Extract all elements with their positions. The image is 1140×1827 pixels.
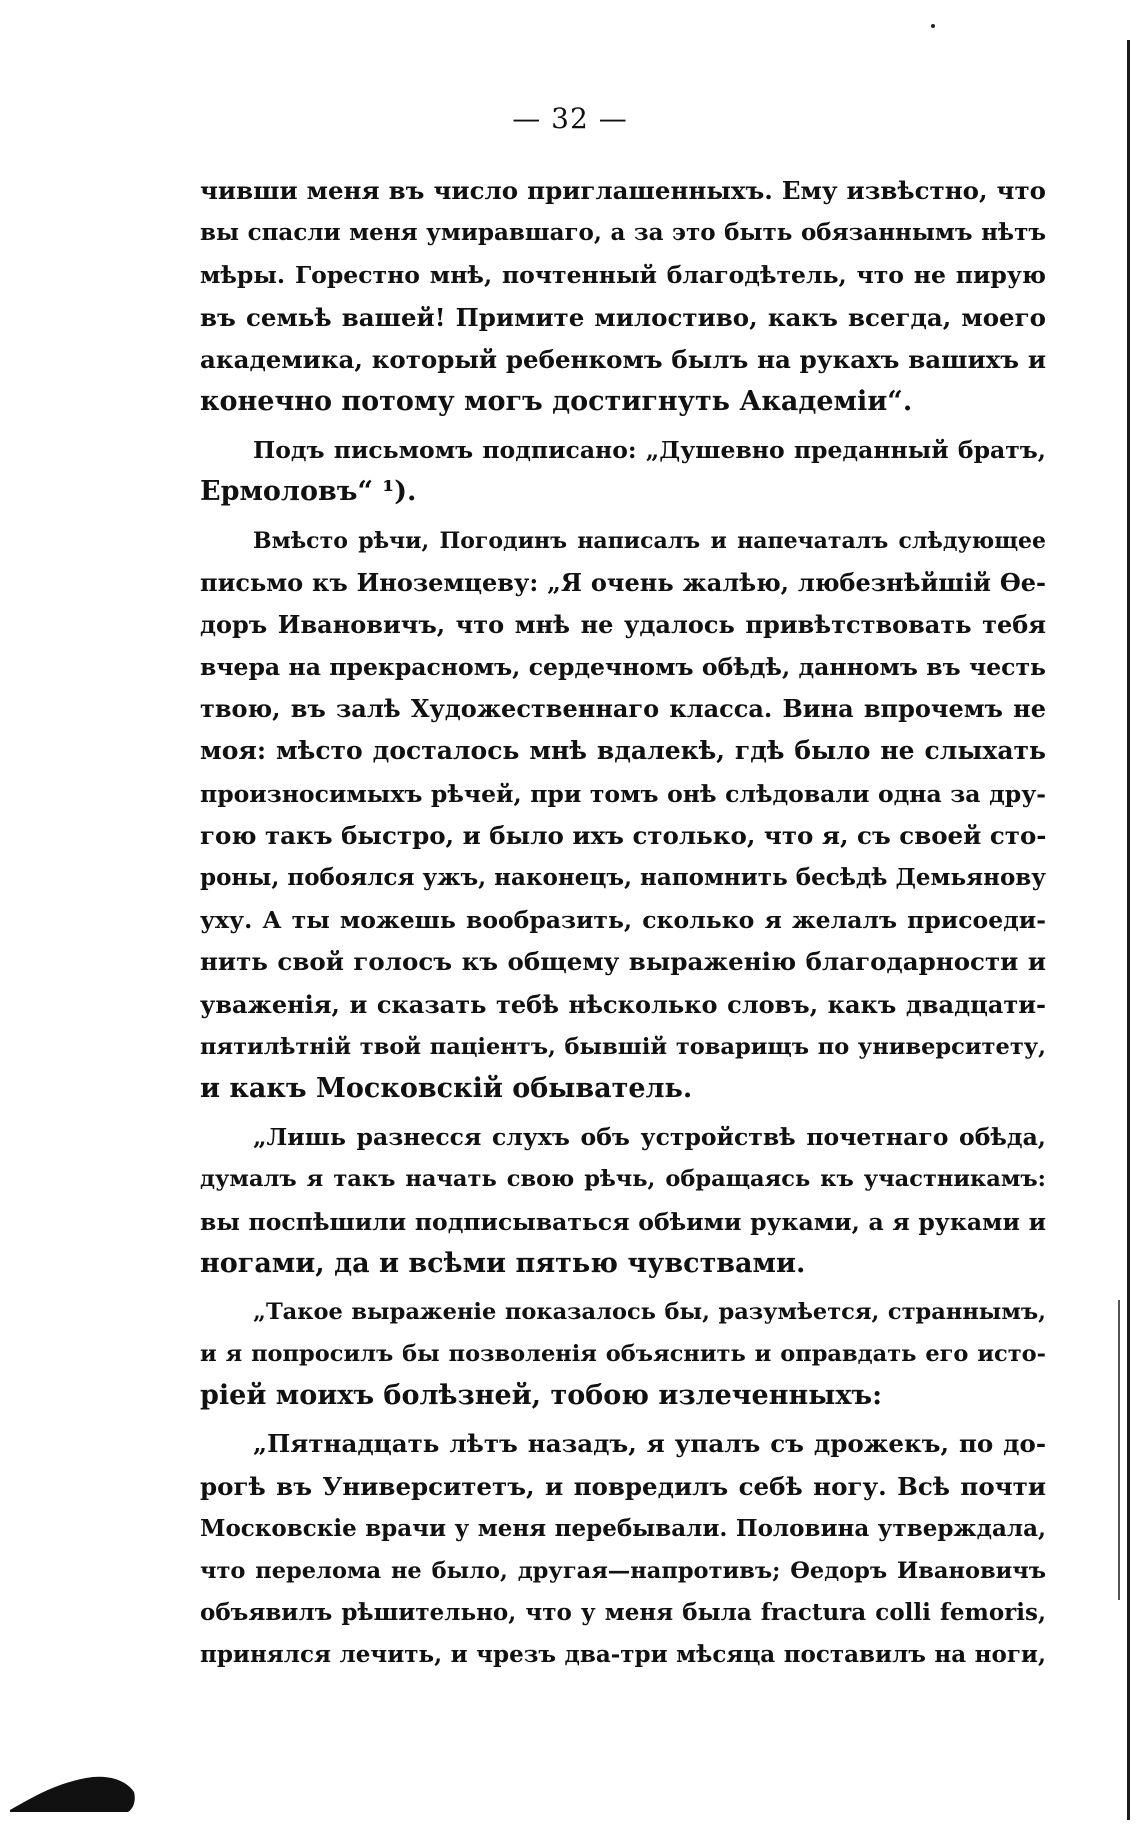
text-line: „Такое выраженіе показалось бы, разумѣется, страннымъ, [253, 1298, 1046, 1325]
text-line: гою такъ быстро, и было ихъ столько, что я, съ своей сто- [200, 820, 1047, 850]
text-line: Подъ письмомъ подписано: „Душевно преданный братъ, [253, 436, 1046, 465]
text-line: ріей моихъ болѣзней, тобою излеченныхъ: [200, 1380, 883, 1412]
text-line: письмо къ Иноземцеву: „Я очень жалѣю, любезнѣйшій Ѳе- [200, 567, 1046, 597]
text-line: академика, который ребенкомъ былъ на рукахъ вашихъ и [200, 344, 1046, 374]
text-line: рогѣ въ Университетъ, и повредилъ себѣ ногу. Всѣ почти [200, 1471, 1046, 1501]
page-edge-shadow [1127, 40, 1130, 1820]
page-number: — 32 — [512, 102, 628, 135]
text-line: вы спасли меня умиравшаго, а за это быть обязаннымъ нѣтъ [200, 219, 1046, 247]
text-line: принялся лечить, и чрезъ два-три мѣсяца поставилъ на ноги, [200, 1641, 1046, 1669]
text-line: уху. А ты можешь вообразить, сколько я желалъ присоеди- [200, 906, 1046, 935]
text-line: думалъ я такъ начать свою рѣчь, обращаясь къ участникамъ: [200, 1166, 1046, 1193]
text-line: „Пятнадцать лѣтъ назадъ, я упалъ съ дрожекъ, по до- [253, 1429, 1046, 1459]
text-line: что перелома не было, другая—напротивъ; Ѳедоръ Ивановичъ [200, 1558, 1046, 1584]
text-line: чивши меня въ число приглашенныхъ. Ему извѣстно, что [200, 176, 1046, 205]
text-line: Ермоловъ“ ¹). [200, 476, 417, 508]
text-line: конечно потому могъ достигнуть Академіи“. [200, 385, 913, 417]
text-line: произносимыхъ рѣчей, при томъ онѣ слѣдовали одна за дру- [200, 779, 1046, 808]
text-line: пятилѣтній твой паціентъ, бывшій товарищъ по университету, [200, 1033, 1046, 1060]
text-line: и какъ Московскій обыватель. [200, 1072, 693, 1104]
text-line: твою, въ залѣ Художественнаго класса. Вина впрочемъ не [200, 694, 1046, 724]
page-edge-shadow-inner [1118, 1300, 1120, 1600]
scan-speck [931, 24, 935, 28]
text-line: роны, побоялся ужъ, наконецъ, напомнить бесѣдѣ Демьянову [200, 864, 1046, 891]
text-line: Вмѣсто рѣчи, Погодинъ написалъ и напечаталъ слѣдующее [253, 527, 1046, 554]
text-line: мѣры. Горестно мнѣ, почтенный благодѣтель, что не пирую [200, 261, 1046, 290]
text-line: и я попросилъ бы позволенія объяснить и оправдать его исто- [200, 1341, 1046, 1368]
text-line: нить свой голосъ къ общему выраженію благодарности и [200, 947, 1046, 977]
text-line: объявилъ рѣшительно, что у меня была fractura colli femoris, [200, 1599, 1046, 1627]
text-line: уваженія, и сказать тебѣ нѣсколько словъ, какъ двадцати- [200, 989, 1046, 1019]
text-line: въ семьѣ вашей! Примите милостиво, какъ всегда, моего [200, 302, 1046, 332]
text-line: Московскіе врачи у меня перебывали. Половина утверждала, [200, 1514, 1046, 1542]
body-text [200, 170, 1046, 1677]
text-line: моя: мѣсто досталось мнѣ вдалекѣ, гдѣ было не слыхать [200, 736, 1046, 766]
text-line: „Лишь разнесся слухъ объ устройствѣ почетнаго обѣда, [253, 1123, 1046, 1152]
scan-smudge [8, 1770, 138, 1814]
text-line: вчера на прекрасномъ, сердечномъ обѣдѣ, данномъ въ честь [200, 653, 1046, 682]
text-line: доръ Ивановичъ, что мнѣ не удалось привѣтствовать тебя [200, 609, 1046, 639]
text-line: ногами, да и всѣми пятью чувствами. [200, 1247, 806, 1279]
text-line: вы поспѣшили подписываться обѣими руками, а я руками и [200, 1207, 1046, 1236]
